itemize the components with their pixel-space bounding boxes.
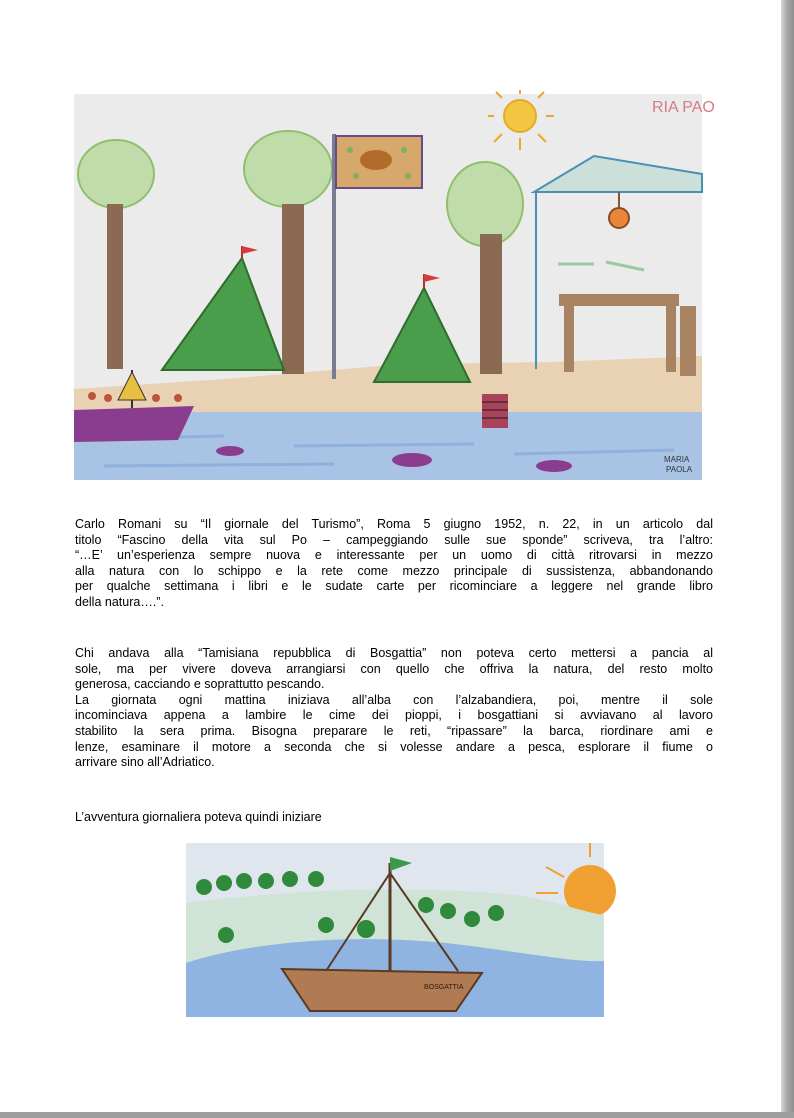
text-line: Chi andava alla “Tamisiana repubblica di Bosgattia” non poteva certo mettersi a pancia al xyxy=(75,646,713,660)
flag-dot xyxy=(353,173,359,179)
fish-icon xyxy=(392,453,432,467)
sailor xyxy=(88,392,96,400)
tree-icon xyxy=(308,871,324,887)
page-edge-bottom xyxy=(0,1112,794,1118)
paragraph-adventure xyxy=(75,810,713,826)
tree-icon xyxy=(282,871,298,887)
paragraph-bosgattia xyxy=(75,646,713,771)
flag-dot xyxy=(401,147,407,153)
fish-icon xyxy=(216,446,244,456)
text-line: “…E’ un’esperienza sempre nuova e interessante per un uomo di città ritrovarsi in mezzo xyxy=(75,548,713,563)
tree-crown xyxy=(447,162,523,246)
text-line: L’avventura giornaliera poteva quindi iniziare xyxy=(75,810,322,824)
tree-crown xyxy=(78,140,154,208)
tree-icon xyxy=(236,873,252,889)
boat-label: BOSGATTIA xyxy=(424,984,464,991)
tree-icon xyxy=(216,875,232,891)
sailor xyxy=(104,394,112,402)
text-line: arrivare sino all’Adriatico. xyxy=(75,755,215,770)
text-line: lenze, esaminare il motore a seconda che si volesse andare a pesca, esplorare il fiume o xyxy=(75,739,713,754)
tree-trunk xyxy=(282,204,304,374)
tree-icon xyxy=(196,879,212,895)
tree-icon xyxy=(318,917,334,933)
sailor xyxy=(174,394,182,402)
signature-bottom-line1: MARIA xyxy=(664,455,690,464)
lamp-icon xyxy=(609,208,629,228)
text-line: per qualche settimana i libri e le sudate carte per ricominciare a leggere nel grande libro xyxy=(75,579,713,594)
tree-icon xyxy=(218,927,234,943)
chair xyxy=(680,306,696,376)
table-leg xyxy=(666,306,676,372)
tree-icon xyxy=(440,903,456,919)
tree-icon xyxy=(488,905,504,921)
tree-icon xyxy=(464,911,480,927)
tree-icon xyxy=(418,897,434,913)
text-line: sole, ma per vivere doveva arrangiarsi con quello che offriva la natura, del resto molto xyxy=(75,661,713,676)
table-leg xyxy=(564,306,574,372)
sailboat-hull xyxy=(74,406,194,442)
paragraph-romani-quote xyxy=(75,517,713,611)
signature-top: RIA PAO xyxy=(652,99,715,116)
tree-icon xyxy=(258,873,274,889)
text-line: titolo “Fascino della vita sul Po – campeggiando sulle sue sponde” scriveva, tra l’altro: xyxy=(75,532,713,547)
drawing-campsite xyxy=(74,94,715,480)
sun-icon xyxy=(504,100,536,132)
sailor xyxy=(152,394,160,402)
flag-turtle-icon xyxy=(360,150,392,170)
text-line: della natura….”. xyxy=(75,594,164,609)
tree-trunk xyxy=(480,234,502,374)
text-line: incominciava appena a lambire le cime dei pioppi, i bosgattiani si avviavano al lavoro xyxy=(75,708,713,723)
text-line: generosa, cacciando e soprattutto pescando. xyxy=(75,677,325,692)
text-line: alla natura con lo schippo e la rete come mezzo principale di sussistenza, abbandonando xyxy=(75,563,713,578)
tree-crown xyxy=(244,131,332,207)
table-top xyxy=(559,294,679,306)
drawing-boat-river xyxy=(186,843,604,1017)
signature-bottom-line2: PAOLA xyxy=(666,465,693,474)
tree-trunk xyxy=(107,204,123,369)
tree-icon xyxy=(357,920,375,938)
flag-dot xyxy=(405,173,411,179)
fish-icon xyxy=(536,460,572,472)
page-edge-right xyxy=(781,0,794,1118)
text-line: Carlo Romani su “Il giornale del Turismo”, Roma 5 giugno 1952, n. 22, in un articolo dal xyxy=(75,517,713,531)
flag-dot xyxy=(347,147,353,153)
text-line: stabilito la sera prima. Bisogna preparare le reti, “ripassare” la barca, riordinare ami e xyxy=(75,723,713,738)
text-line: La giornata ogni mattina iniziava all’alba con l’alzabandiera, poi, mentre il sole xyxy=(75,692,713,707)
